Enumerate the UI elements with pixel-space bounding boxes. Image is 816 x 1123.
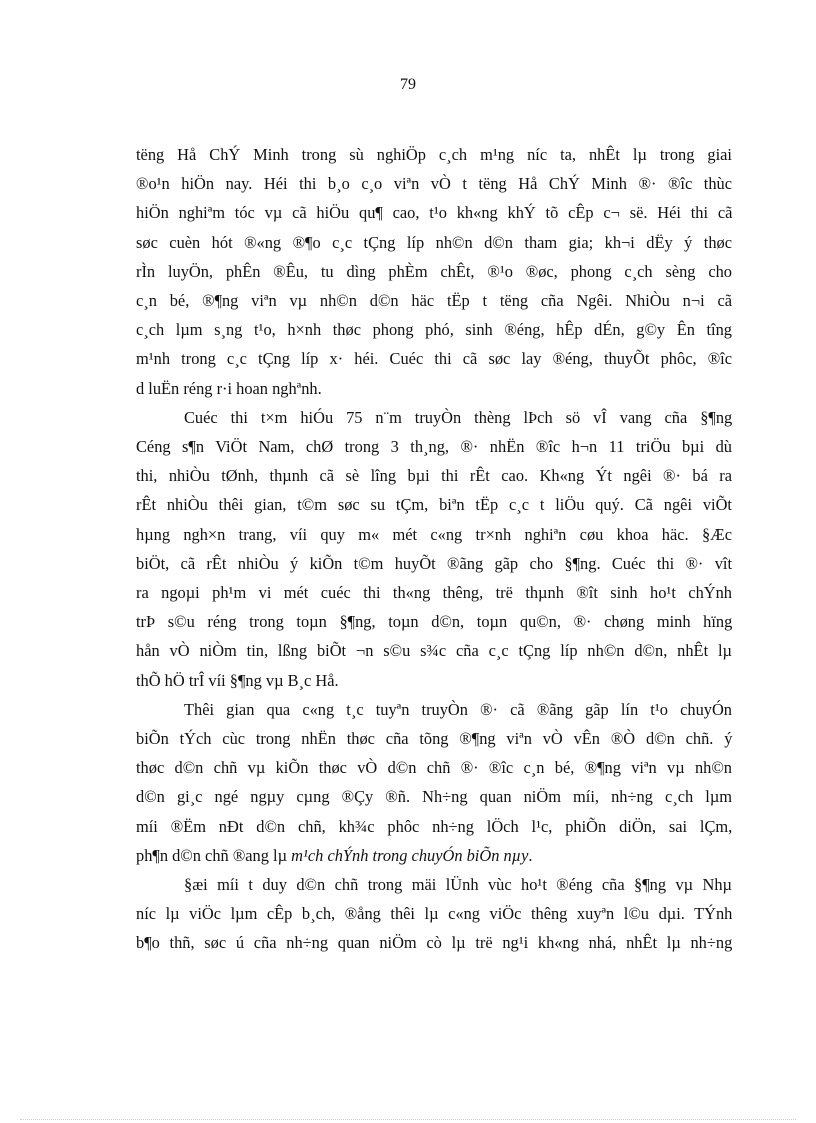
paragraph-4 [136,870,732,958]
text-line: §æi míi t duy d©n chñ trong mäi lÜnh vùc ho¹t ®éng cña §¶ng vµ Nhµ [184,875,732,895]
body-text [136,140,732,958]
text-segment: ph¶n d©n chñ ®ang lµ [136,845,292,865]
text-line: hiÖn nghiªm tóc vµ cã hiÖu qu¶ cao, t¹o kh«ng khÝ tõ cÊp c¬ së. Héi thi cã [136,203,733,223]
text-line: ph¶n d©n chñ ®ang lµ m¹ch chÝnh trong chuyÓn biÕn nµy. [136,845,533,865]
page-bottom-border [20,1119,796,1120]
text-line: b¶o thñ, søc ú cña nh÷ng quan niÖm cò lµ trë ng¹i kh«ng nhá, nhÊt lµ nh÷ng [136,933,733,953]
text-line: Céng s¶n ViÖt Nam, chØ trong 3 th¸ng, ®· nhËn ®îc h¬n 11 triÖu bµi dù [136,437,732,457]
text-line: tëng Hå ChÝ Minh trong sù nghiÖp c¸ch m¹ng níc ta, nhÊt lµ trong giai [136,145,732,164]
text-line: thÕ hÖ trÎ víi §¶ng vµ B¸c Hå. [136,670,339,690]
text-line: thi, nhiÒu tØnh, thµnh cã sè lîng bµi thi rÊt cao. Kh«ng Ýt ngêi ®· bá ra [136,466,732,486]
text-line: rÌn luyÖn, phÊn ®Êu, tu dìng phÈm chÊt, ®¹o ®øc, phong c¸ch sèng cho [136,261,732,281]
text-line: hån vÒ niÒm tin, lßng biÕt ¬n s©u s¾c cña c¸c tÇng líp nh©n d©n, nhÊt lµ [136,641,732,661]
text-line: hµng ngh×n trang, víi quy m« mét c«ng tr×nh nghiªn cøu khoa häc. §Æc [136,524,732,544]
text-line: d©n gi¸c ngé ngµy cµng ®Çy ®ñ. Nh÷ng quan niÖm míi, nh÷ng c¸ch lµm [136,787,733,807]
text-line: Thêi gian qua c«ng t¸c tuyªn truyÒn ®· cã ®ãng gãp lín t¹o chuyÓn [184,699,732,719]
text-line: míi ®Ëm nÐt d©n chñ, kh¾c phôc nh÷ng lÖch l¹c, phiÕn diÖn, sai lÇm, [136,816,733,836]
text-line: c¸ch lµm s¸ng t¹o, h×nh thøc phong phó, sinh ®éng, hÊp dÉn, g©y Ên tîng [136,320,733,340]
text-line: níc lµ viÖc lµm cÊp b¸ch, ®ång thêi lµ c«ng viÖc thêng xuyªn l©u dµi. TÝnh [136,904,733,924]
italic-phrase: m¹ch chÝnh trong chuyÓn biÕn nµy [291,845,529,865]
text-line: m¹nh trong c¸c tÇng líp x· héi. Cuéc thi cã søc lay ®éng, thuyÕt phôc, ®îc [136,349,732,369]
text-line: ra ngoµi ph¹m vi mét cuéc thi th«ng thêng, trë thµnh ®ît sinh ho¹t chÝnh [136,583,732,603]
text-line: biÕn tÝch cùc trong nhËn thøc cña tõng ®¶ng viªn vÒ vÊn ®Ò d©n chñ. ý [136,729,733,749]
text-line: biÖt, cã rÊt nhiÒu ý kiÕn t©m huyÕt ®ãng gãp cho §¶ng. Cuéc thi ®· vît [136,553,732,573]
text-line: thøc d©n chñ vµ kiÕn thøc vÒ d©n chñ ®· ®îc c¸n bé, ®¶ng viªn vµ nh©n [136,758,732,778]
text-line: trÞ s©u réng trong toµn §¶ng, toµn d©n, toµn qu©n, ®· chøng minh hïng [136,612,733,632]
text-line: c¸n bé, ®¶ng viªn vµ nh©n d©n häc tËp t tëng cña Ngêi. NhiÒu n¬i cã [136,291,732,311]
text-line: d luËn réng r·i hoan nghªnh. [136,378,322,398]
text-line: Cuéc thi t×m hiÓu 75 n¨m truyÒn thèng lÞch sö vÎ vang cña §¶ng [184,407,733,427]
paragraph-2 [136,403,732,695]
text-line: søc cuèn hót ®«ng ®¶o c¸c tÇng líp nh©n d©n tham gia; kh¬i dËy ý thøc [136,232,732,252]
page-number: 79 [400,76,416,93]
paragraph-3 [136,695,732,870]
paragraph-1 [136,140,732,403]
text-line: ®o¹n hiÖn nay. Héi thi b¸o c¸o viªn vÒ t tëng Hå ChÝ Minh ®· ®îc thùc [136,174,732,194]
text-line: rÊt nhiÒu thêi gian, t©m søc su tÇm, biªn tËp c¸c t liÖu quý. Cã ngêi viÕt [136,495,732,515]
